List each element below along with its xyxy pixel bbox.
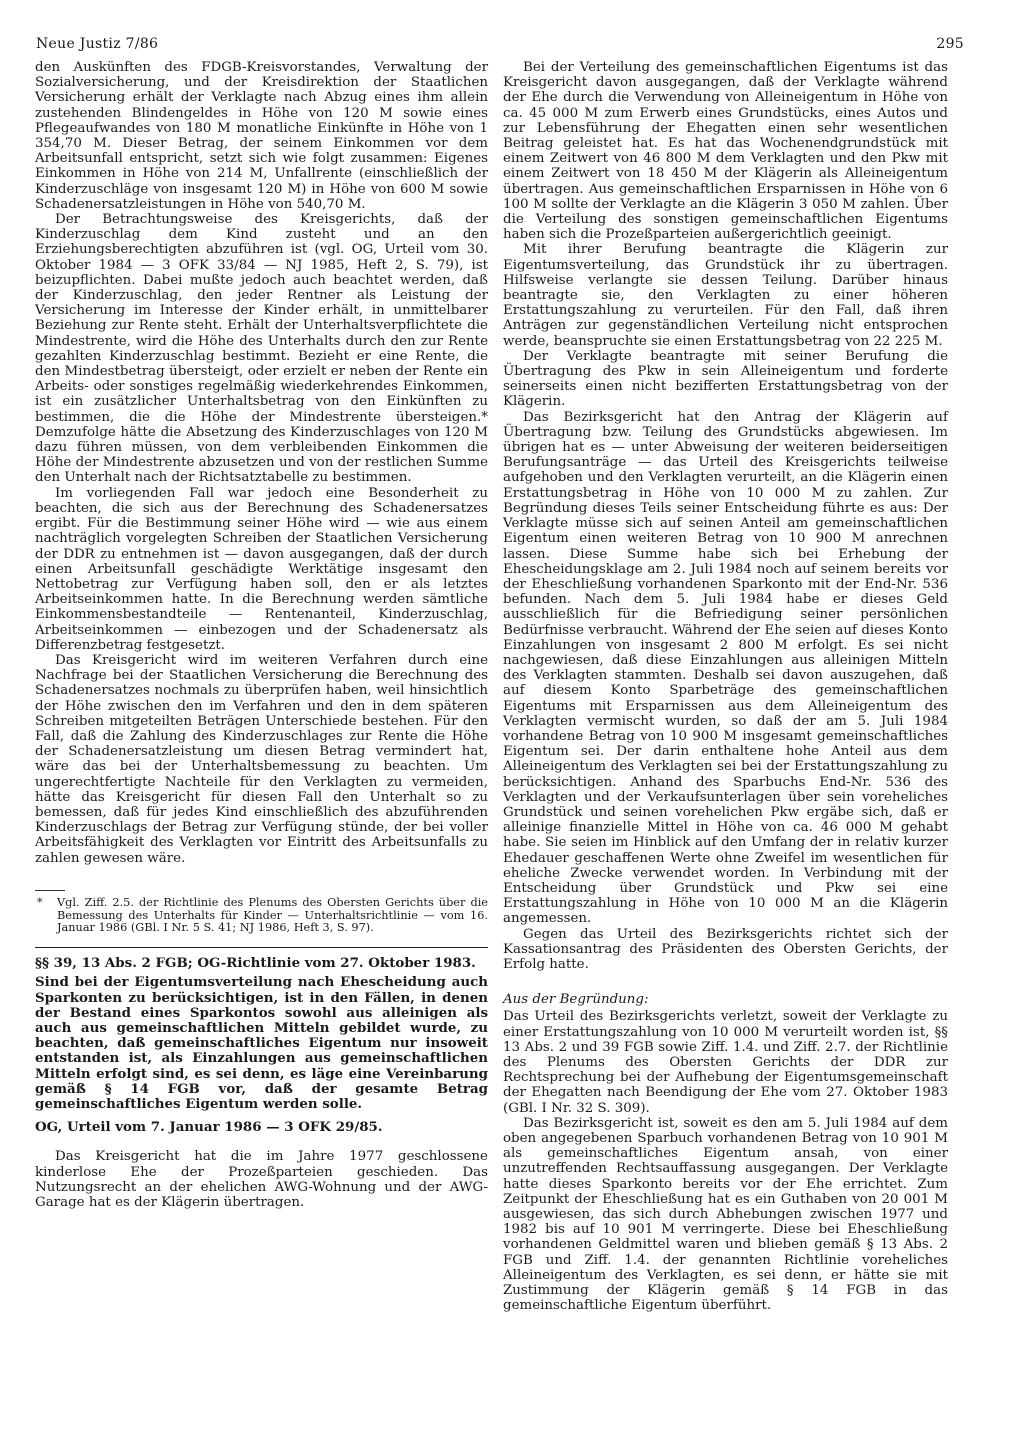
journal-title: Neue Justiz 7/86: [36, 36, 159, 52]
page-number: 295: [936, 36, 964, 52]
paragraph: Der Betrachtungsweise des Kreisgerichts, daß der Kinderzuschlag dem Kind zusteht und an den Erziehungsberechtigten abzuführen ist (vgl. OG, Urteil vom 30. Oktober 1984 — 3 OFK 33/84 — NJ 1985, Heft 2, S. 79), ist beizupflichten. Dabei mußte jedoch auch beachtet werden, daß der Kinderzuschlag, den jeder Rentner als Leistung der Versicherung im Interesse der Kinder erhält, in unmittelbarer Beziehung zur Rente steht. Erhält der Unterhaltsverpflichtete die Mindestrente, wird die Höhe des Unterhalts durch den zur Rente gezahlten Kinderzuschlag bestimmt. Bezieht er eine Rente, die den Mindestbetrag übersteigt, oder erzielt er neben der Rente ein Arbeits- oder sonstiges regelmäßig wiederkehrendes Einkommen, ist ein zusätzlicher Unterhaltsbetrag von den Einkünften zu bestimmen, die die Höhe der Mindestrente übersteigen.* Demzufolge hätte die Absetzung des Kinderzuschlages von 120 M dazu führen müssen, von dem verbleibenden Einkommen die Höhe der Mindestrente abzusetzen und von der restlichen Summe den Unterhalt nach der Richtsatztabelle zu bestimmen.: [35, 212, 488, 486]
headnote: Sind bei der Eigentumsverteilung nach Ehescheidung auch Sparkonten zu berücksichtigen, ist in den Fällen, in denen der Bestand eines Sparkontos sowohl aus alleinigen als auch aus gemeinschaftlichen Mitteln gebildet wurde, zu beachten, daß gemeinschaftliches Eigentum nur insoweit entstanden ist, als Einzahlungen aus gemeinschaftlichen Mitteln erfolgt sind, es sei denn, es läge eine Vereinbarung gemäß § 14 FGB vor, daß der gesamte Betrag gemeinschaftliches Eigentum werden solle.: [35, 974, 488, 1112]
paragraph: Das Kreisgericht wird im weiteren Verfahren durch eine Nachfrage bei der Staatlichen Versicherung die Berechnung des Schadenersatzes nochmals zu überprüfen haben, weil hinsichtlich der Höhe zwischen den im Verfahren und den in dem späteren Schreiben mitgeteilten Beträgen Unterschiede bestehen. Für den Fall, daß die Zahlung des Kinderzuschlages zur Rente die Höhe der Schadenersatzleistung um diesen Betrag vermindert hat, wäre das bei der Unterhaltsbemessung zu beachten. Um ungerechtfertigte Nachteile für den Verklagten zu vermeiden, hätte das Kreisgericht für diesen Fall den Unterhalt so zu bemessen, daß für jedes Kind einschließlich des abzuführenden Kinderzuschlags der Betrag zur Verfügung stünde, der bei voller Arbeitsfähigkeit des Verklagten vor Eintritt des Arbeitsunfalls zu zahlen gewesen wäre.: [35, 652, 488, 866]
paragraph: Bei der Verteilung des gemeinschaftlichen Eigentums ist das Kreisgericht davon ausgegangen, daß der Verklagte während der Ehe durch die Verwendung von Alleineigentum in Höhe von ca. 45 000 M zum Erwerb eines Grundstücks, eines Autos und zur Lebensführung der Ehegatten einen sehr wesentlichen Beitrag geleistet hat. Es hat das Wochenendgrundstück mit einem Zeitwert von 46 800 M dem Verklagten und den Pkw mit einem Zeitwert von 18 450 M der Klägerin als Alleineigentum übertragen. Aus gemeinschaftlichen Ersparnissen in Höhe von 6 100 M sollte der Verklagte an die Klägerin 3 050 M zahlen. Über die Verteilung des sonstigen gemeinschaftlichen Eigentums haben sich die Prozeßparteien außergerichtlich geeinigt.: [503, 60, 948, 243]
spacer: [35, 1135, 488, 1149]
paragraph: Mit ihrer Berufung beantragte die Klägerin zur Eigentumsverteilung, das Grundstück ihr zu übertragen. Hilfsweise verlangte sie dessen Teilung. Darüber hinaus beantragte sie, den Verklagten zu einer höheren Erstattungszahlung zu verurteilen. Für den Fall, daß ihren Anträgen zur gegenständlichen Verteilung nicht entsprochen werde, beanspruchte sie einen Erstattungsbetrag von 22 225 M.: [503, 242, 948, 349]
footnote: [35, 897, 488, 935]
verdict-citation: OG, Urteil vom 7. Januar 1986 — 3 OFK 29/85.: [35, 1119, 383, 1136]
paragraph: Das Bezirksgericht hat den Antrag der Klägerin auf Übertragung bzw. Teilung des Grundstücks abgewiesen. Im übrigen hat es — unter Abweisung der weiteren beiderseitigen Berufungsanträge — das Urteil des Kreisgerichts teilweise aufgehoben und den Verklagten verurteilt, an die Klägerin einen Erstattungsbetrag in Höhe von 10 000 M zu zahlen. Zur Begründung dieses Teils seiner Entscheidung führte es aus: Der Verklagte müsse sich auf seinen Anteil am gemeinschaftlichen Eigentum einen weiteren Betrag von 10 900 M anrechnen lassen. Diese Summe habe sich bei Erhebung der Ehescheidungsklage am 2. Juli 1984 noch auf seinem bereits vor der Eheschließung vorhandenen Sparkonto mit der End-Nr. 536 befunden. Nach dem 5. Juli 1984 habe er dieses Geld ausschließlich für die Befriedigung seiner persönlichen Bedürfnisse verbraucht. Während der Ehe seien auf dieses Konto Einzahlungen von insgesamt 2 800 M erfolgt. Es sei nicht nachgewiesen, daß diese Einzahlungen aus alleinigen Mitteln des Verklagten stammten. Deshalb sei davon auszugehen, daß auf diesem Konto Sparbeträge des gemeinschaftlichen Eigentums mit Ersparnissen aus dem Alleineigentum des Verklagten vermischt wurden, so daß der am 5. Juli 1984 vorhandene Betrag von 10 900 M insgesamt gemeinschaftliches Eigentum sei. Der darin enthaltene hohe Anteil aus dem Alleineigentum des Verklagten sei bei der Erstattungszahlung zu berücksichtigen. Anhand des Sparbuchs End-Nr. 536 des Verklagten und der Verkaufsunterlagen über sein voreheliches Grundstück und seinen vorehelichen Pkw ergäbe sich, daß er alleinige finanzielle Mittel in Höhe von ca. 46 000 M gehabt habe. Sie seien im Hinblick auf den Umfang der in relativ kurzer Ehedauer geschaffenen Werte ohne Zweifel im wesentlichen für eheliche Zwecke verwendet worden. In Verbindung mit der Entscheidung über Grundstück und Pkw sei eine Erstattungszahlung in Höhe von 10 000 M an die Klägerin angemessen.: [503, 409, 948, 927]
footnote-text: Vgl. Ziff. 2.5. der Richtlinie des Plenums des Obersten Gerichts über die Bemessung des Unterhalts für Kinder — Unterhaltsrichtlinie — vom 16. Januar 1986 (GBl. I Nr. 5 S. 41; NJ 1986, Heft 3, S. 97).: [57, 895, 488, 935]
paragraph: Im vorliegenden Fall war jedoch eine Besonderheit zu beachten, die sich aus der Berechnung des Schadenersatzes ergibt. Für die Bestimmung seiner Höhe wird — wie aus einem nachträglich vorgelegten Schreiben der Staatlichen Versicherung der DDR zu entnehmen ist — davon ausgegangen, daß der durch einen Arbeitsunfall geschädigte Werktätige insgesamt den Nettobetrag zur Verfügung haben soll, den er als letztes Arbeitseinkommen hatte. In die Berechnung werden sämtliche Einkommensbestandteile — Rentenanteil, Kinderzuschlag, Arbeitseinkommen — einbezogen und der Schadenersatz als Differenzbetrag festgesetzt.: [35, 485, 488, 653]
footnote-divider: [35, 890, 65, 891]
subheading: Aus der Begründung:: [503, 992, 649, 1008]
paragraph: Das Bezirksgericht ist, soweit es den am 5. Juli 1984 auf dem oben angegebenen Sparbuch vorhandenen Betrag von 10 901 M als gemeinschaftliches Eigentum ansah, von einer unzutreffenden Rechtsauffassung ausgegangen. Der Verklagte hatte dieses Sparkonto bereits vor der Ehe errichtet. Zum Zeitpunkt der Eheschließung hat es ein Guthaben von 20 001 M ausgewiesen, das sich durch Abhebungen zwischen 1977 und 1982 bis auf 10 901 M verringerte. Diese bei Eheschließung vorhandenen Geldmittel waren und blieben gemäß § 13 Abs. 2 FGB und Ziff. 1.4. der genannten Richtlinie voreheliches Alleineigentum des Verklagten, es sei denn, er hätte sie mit Zustimmung der Klägerin gemäß § 14 FGB in das gemeinschaftliche Eigentum überführt.: [503, 1115, 948, 1314]
legal-reference: §§ 39, 13 Abs. 2 FGB; OG-Richtlinie vom 27. Oktober 1983.: [35, 955, 476, 972]
paragraph: Der Verklagte beantragte mit seiner Berufung die Übertragung des Pkw in sein Alleineigentum und forderte seinerseits einen nicht bezifferten Erstattungsbetrag von der Klägerin.: [503, 348, 948, 410]
paragraph: den Auskünften des FDGB-Kreisvorstandes, Verwaltung der Sozialversicherung, und der Kreisdirektion der Staatlichen Versicherung erhält der Verklagte nach Abzug eines ihm allein zustehenden Blindengeldes in Höhe von 120 M sowie eines Pflegeaufwandes von 180 M monatliche Einkünfte in Höhe von 1 354,70 M. Dieser Betrag, der seinem Einkommen vor dem Arbeitsunfall entspricht, setzt sich wie folgt zusammen: Eigenes Einkommen in Höhe von 214 M, Unfallrente (einschließlich der Kinderzuschläge von insgesamt 120 M) in Höhe von 600 M sowie Schadenersatzleistungen in Höhe von 540,70 M.: [35, 60, 488, 212]
paragraph: Gegen das Urteil des Bezirksgerichts richtet sich der Kassationsantrag des Präsidenten des Obersten Gerichts, der Erfolg hatte.: [503, 926, 948, 972]
right-column: [503, 60, 948, 1313]
left-column: [35, 60, 488, 1210]
footnote-mark: *: [37, 895, 43, 909]
paragraph: Das Urteil des Bezirksgerichts verletzt, soweit der Verklagte zu einer Erstattungszahlung von 10 000 M verurteilt worden ist, §§ 13 Abs. 2 und 39 FGB sowie Ziff. 1.4. und Ziff. 2.7. der Richtlinie des Plenums des Obersten Gerichts der DDR zur Rechtsprechung bei der Aufhebung der Eigentumsgemeinschaft der Ehegatten nach Beendigung der Ehe vom 27. Oktober 1983 (GBl. I Nr. 32 S. 309).: [503, 1009, 948, 1116]
paragraph: Das Kreisgericht hat die im Jahre 1977 geschlossene kinderlose Ehe der Prozeßparteien geschieden. Das Nutzungsrecht an der ehelichen AWG-Wohnung und der AWG-Garage hat es der Klägerin übertragen.: [35, 1149, 488, 1210]
section-divider: [35, 947, 488, 948]
